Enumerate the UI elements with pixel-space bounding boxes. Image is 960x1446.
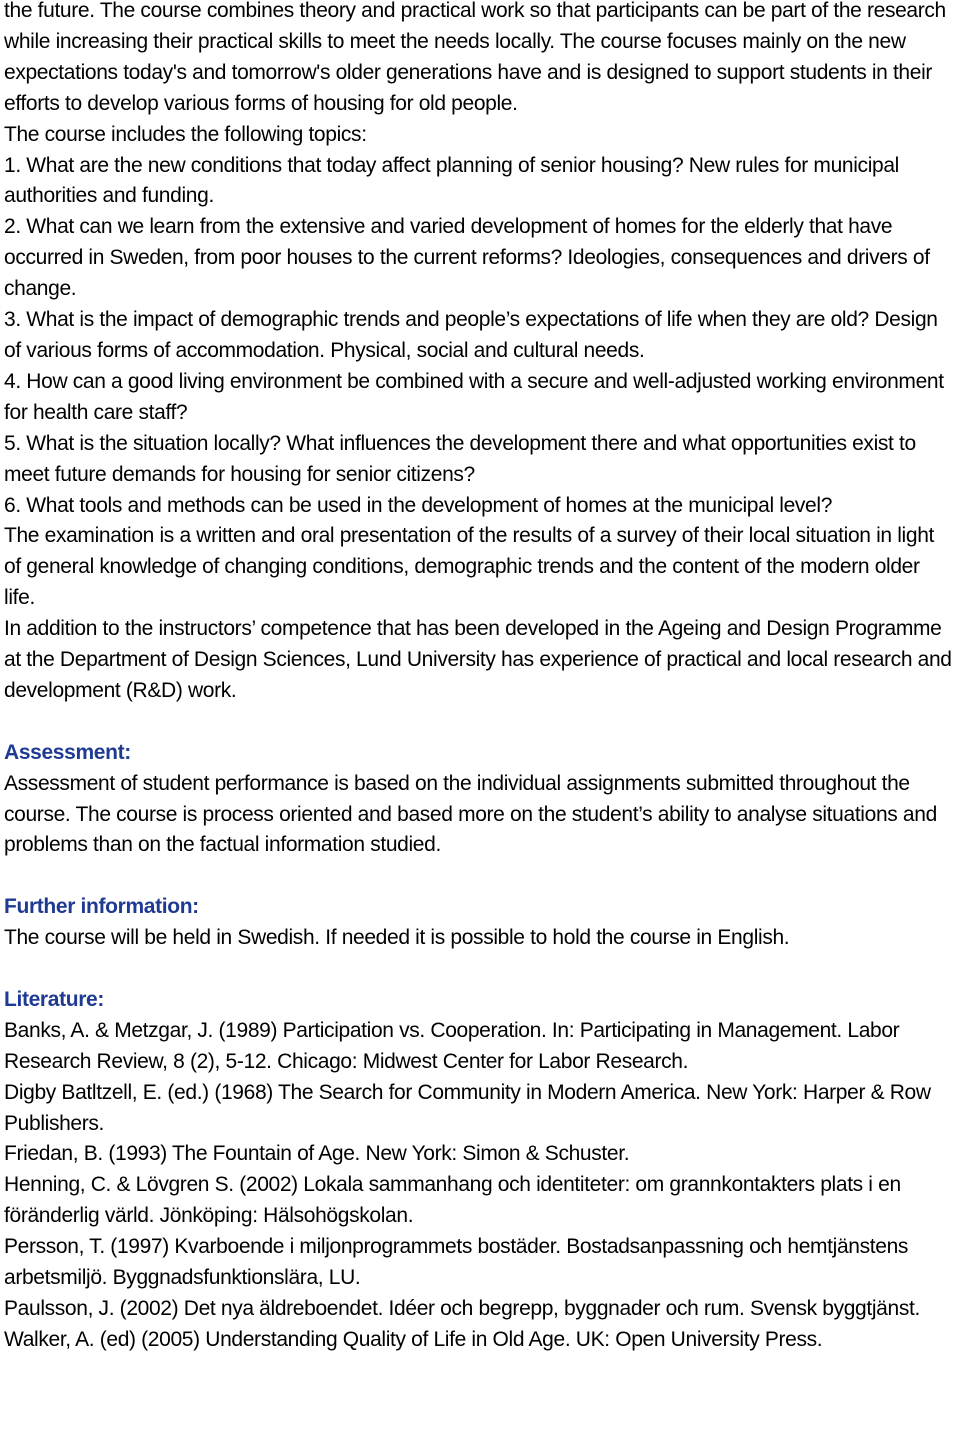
topic-item-3: 3. What is the impact of demographic trends and people’s expectations of life when they are old? Design of various forms of accommodation. Physical, social and cultural needs. (4, 308, 938, 362)
topic-item-5: 5. What is the situation locally? What influences the development there and what opportunities exist to meet future demands for housing for senior citizens? (4, 431, 916, 486)
literature-item: Paulsson, J. (2002) Det nya äldreboendet. Idéer och begrepp, byggnader och rum. Svensk byggtjänst. (4, 1297, 920, 1321)
literature-item: Friedan, B. (1993) The Fountain of Age. New York: Simon & Schuster. (4, 1142, 630, 1166)
intro-paragraph: the future. The course combines theory and practical work so that participants can be part of the research while increasing their practical skills to meet the needs locally. The course focuses mainly on the new expectations today's and tomorrow's older generations have and is designed to support students in their efforts to develop various forms of housing for old people. (4, 0, 946, 115)
section-gap (4, 954, 956, 985)
section-gap (4, 861, 956, 892)
document-page (4, 0, 956, 1356)
literature-item: Walker, A. (ed) (2005) Understanding Quality of Life in Old Age. UK: Open University Press. (4, 1327, 823, 1351)
topic-item-2: 2. What can we learn from the extensive and varied development of homes for the elderly that have occurred in Sweden, from poor houses to the current reforms? Ideologies, consequences and drivers of change. (4, 215, 930, 301)
assessment-text: Assessment of student performance is based on the individual assignments submitted throughout the course. The course is process oriented and based more on the student’s ability to analyse situations and problems than on the factual information studied. (4, 771, 937, 857)
topics-intro: The course includes the following topics: (4, 122, 367, 146)
topic-item-6: 6. What tools and methods can be used in the development of homes at the municipal level? (4, 493, 833, 517)
examination-paragraph: The examination is a written and oral presentation of the results of a survey of their local situation in light of general knowledge of changing conditions, demographic trends and the content of the modern older life. (4, 524, 935, 610)
literature-item: Henning, C. & Lövgren S. (2002) Lokala sammanhang och identiteter: om grannkontakters plats i en föränderlig värld. Jönköping: Hälsohögskolan. (4, 1173, 901, 1228)
assessment-heading: Assessment: (4, 740, 131, 764)
literature-heading: Literature: (4, 987, 105, 1011)
literature-item: Digby Batltzell, E. (ed.) (1968) The Search for Community in Modern America. New York: Harper & Row Publishers. (4, 1080, 931, 1135)
topic-item-4: 4. How can a good living environment be combined with a secure and well-adjusted working environment for health care staff? (4, 369, 944, 424)
topic-item-1: 1. What are the new conditions that today affect planning of senior housing? New rules for municipal authorities and funding. (4, 153, 899, 208)
section-gap (4, 707, 956, 738)
further-information-heading: Further information: (4, 895, 199, 919)
further-information-text: The course will be held in Swedish. If needed it is possible to hold the course in English. (4, 926, 790, 950)
instructors-paragraph: In addition to the instructors’ competence that has been developed in the Ageing and Design Programme at the Department of Design Sciences, Lund University has experience of practical and local research and development (R&D) work. (4, 617, 952, 702)
literature-item: Banks, A. & Metzgar, J. (1989) Participation vs. Cooperation. In: Participating in Management. Labor Research Review, 8 (2), 5-12. Chicago: Midwest Center for Labor Research. (4, 1018, 900, 1073)
literature-item: Persson, T. (1997) Kvarboende i miljonprogrammets bostäder. Bostadsanpassning och hemtjänstens arbetsmiljö. Byggnadsfunktionslära, LU. (4, 1235, 909, 1290)
